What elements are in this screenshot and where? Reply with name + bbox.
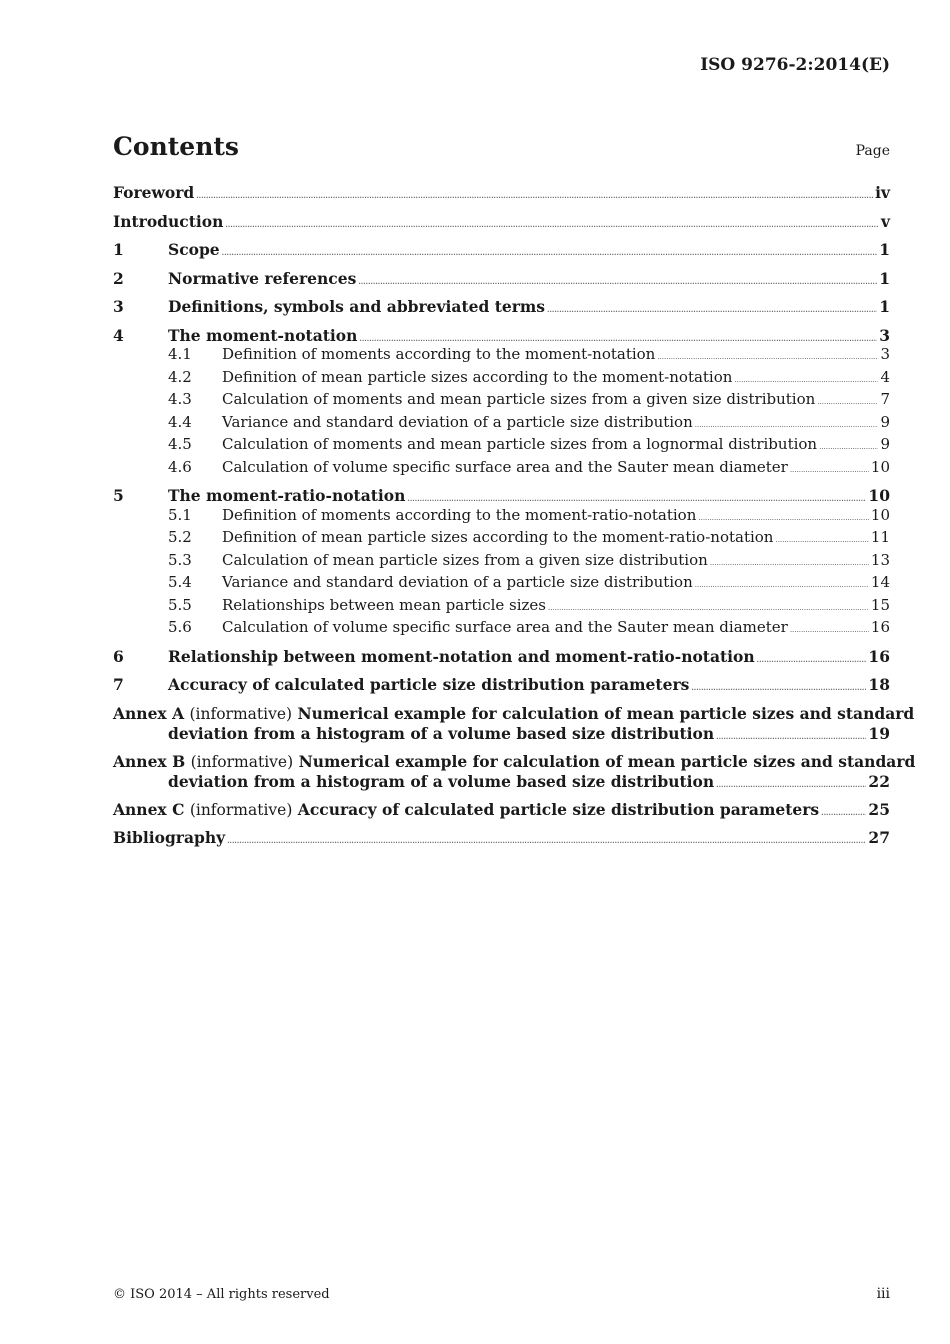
toc-entry-page: 18 xyxy=(868,675,890,694)
toc-entry-page: 3 xyxy=(880,345,890,363)
dot-leader xyxy=(222,243,878,263)
toc-entry-label: Introduction xyxy=(113,211,224,231)
toc-entry-page: 1 xyxy=(879,240,890,259)
toc-entry-number: 1 xyxy=(113,240,124,259)
document-id: ISO 9276-2:2014(E) xyxy=(700,55,890,75)
toc-entry-number: 3 xyxy=(113,297,124,316)
toc-entry-number: 5.3 xyxy=(168,550,192,569)
table-of-contents xyxy=(113,183,916,851)
footer-copyright: © ISO 2014 – All rights reserved xyxy=(113,1287,330,1302)
dot-leader xyxy=(734,371,878,391)
toc-entry-section-4-4[interactable] xyxy=(113,413,890,436)
annex-title-continuation xyxy=(113,724,890,747)
toc-entry-label: Relationships between mean particle sizes xyxy=(222,595,547,614)
dot-leader xyxy=(225,215,879,235)
toc-entry-page: 10 xyxy=(868,486,890,505)
toc-entry-introduction[interactable] xyxy=(113,212,890,241)
toc-entry-page: 19 xyxy=(868,724,890,743)
toc-entry-label: Bibliography xyxy=(113,828,226,847)
dot-leader xyxy=(547,300,877,320)
toc-entry-page: 9 xyxy=(880,412,890,431)
toc-entry-page: 22 xyxy=(868,772,890,791)
toc-entry-section-5-6[interactable] xyxy=(113,618,890,647)
toc-entry-label: Definition of mean particle sizes according to the moment-notation xyxy=(222,367,733,386)
dot-leader xyxy=(821,803,866,823)
toc-entry-label: Definition of moments according to the moment-notation xyxy=(222,345,656,363)
toc-entry-page: 7 xyxy=(880,390,890,408)
toc-title: Contents xyxy=(113,132,240,161)
toc-entry-page: 25 xyxy=(868,799,890,819)
toc-entry-page: 13 xyxy=(870,550,890,569)
toc-entry-label: Definition of moments according to the moment-ratio-notation xyxy=(222,505,697,524)
dot-leader xyxy=(775,531,868,551)
toc-entry-number: 4.4 xyxy=(168,412,192,431)
toc-entry-label xyxy=(113,800,819,821)
dot-leader xyxy=(819,438,878,458)
toc-entry-section-1[interactable] xyxy=(113,240,890,269)
toc-entry-annex-b[interactable] xyxy=(113,751,916,800)
toc-entry-page: iv xyxy=(875,183,890,202)
toc-entry-page: 4 xyxy=(880,367,890,386)
dot-leader xyxy=(358,272,877,292)
toc-header xyxy=(113,132,890,164)
toc-entry-section-3[interactable] xyxy=(113,297,890,326)
toc-entry-number: 4 xyxy=(113,325,124,345)
toc-entry-label: The moment-ratio-notation xyxy=(168,486,406,505)
annex-prefix: Annex B xyxy=(113,751,186,771)
toc-entry-label: Definitions, symbols and abbreviated terms xyxy=(168,297,546,316)
dot-leader xyxy=(790,621,869,641)
toc-entry-section-4-3[interactable] xyxy=(113,390,890,413)
dot-leader xyxy=(196,186,873,206)
toc-entry-number: 5.2 xyxy=(168,528,192,546)
toc-entry-label: Normative references xyxy=(168,268,357,288)
toc-entry-section-5-5[interactable] xyxy=(113,596,890,619)
toc-entry-label: Definition of mean particle sizes according to the moment-ratio-notation xyxy=(222,528,774,546)
toc-entry-page: 10 xyxy=(870,457,890,476)
toc-entry-section-5-4[interactable] xyxy=(113,573,890,596)
toc-entry-page: 1 xyxy=(879,297,890,316)
toc-entry-label: Calculation of volume specific surface area and the Sauter mean diameter xyxy=(222,618,788,636)
toc-entry-annex-a[interactable] xyxy=(113,703,915,752)
toc-entry-page: v xyxy=(880,211,890,231)
toc-entry-label: The moment-notation xyxy=(168,325,358,345)
annex-title: Numerical example for calculation of mean particle sizes and standard xyxy=(297,703,915,723)
toc-entry-label: Calculation of moments and mean particle sizes from a given size distribution xyxy=(222,390,816,408)
toc-entry-number: 4.2 xyxy=(168,367,192,386)
toc-entry-page: 15 xyxy=(870,595,890,614)
toc-entry-number: 4.1 xyxy=(168,345,192,363)
toc-entry-section-5-1[interactable] xyxy=(113,506,890,529)
dot-leader xyxy=(698,509,869,529)
annex-prefix: Annex C xyxy=(113,799,185,819)
dot-leader xyxy=(757,650,867,670)
toc-entry-number: 2 xyxy=(113,268,124,288)
toc-entry-page: 27 xyxy=(868,828,890,847)
toc-entry-section-4-1[interactable] xyxy=(113,345,890,368)
toc-entry-label: deviation from a histogram of a volume based size distribution xyxy=(168,772,715,791)
toc-entry-label: Relationship between moment-notation and moment-ratio-notation xyxy=(168,646,755,666)
toc-entry-label: deviation from a histogram of a volume based size distribution xyxy=(168,724,715,743)
toc-entry-section-7[interactable] xyxy=(113,675,890,704)
toc-entry-number: 4.5 xyxy=(168,435,192,453)
toc-entry-annex-c[interactable] xyxy=(113,800,890,829)
annex-qualifier: (informative) xyxy=(189,800,293,819)
toc-entry-section-4-6[interactable] xyxy=(113,458,890,487)
toc-entry-page: 16 xyxy=(868,646,890,666)
toc-entry-page: 16 xyxy=(870,618,890,636)
toc-entry-number: 5.1 xyxy=(168,505,192,524)
toc-entry-section-5-3[interactable] xyxy=(113,551,890,574)
footer-page-number: iii xyxy=(876,1286,890,1302)
toc-entry-label: Variance and standard deviation of a particle size distribution xyxy=(222,573,693,591)
toc-entry-section-4[interactable] xyxy=(113,326,890,346)
annex-prefix: Annex A xyxy=(113,703,185,723)
toc-entry-number: 4.6 xyxy=(168,457,192,476)
toc-entry-section-4-5[interactable] xyxy=(113,435,890,458)
toc-entry-page: 10 xyxy=(870,505,890,524)
dot-leader xyxy=(695,416,879,436)
toc-entry-number: 5.4 xyxy=(168,573,192,591)
annex-title-continuation xyxy=(113,772,890,795)
toc-entry-number: 7 xyxy=(113,675,124,694)
dot-leader xyxy=(790,461,869,481)
toc-entry-page: 3 xyxy=(879,325,890,345)
toc-entry-label: Scope xyxy=(168,240,220,259)
toc-entry-section-2[interactable] xyxy=(113,269,890,298)
dot-leader xyxy=(548,599,869,619)
toc-entry-foreword[interactable] xyxy=(113,183,890,212)
dot-leader xyxy=(716,727,866,747)
toc-entry-section-4-2[interactable] xyxy=(113,368,890,391)
toc-entry-label: Accuracy of calculated particle size distribution parameters xyxy=(168,675,690,694)
toc-entry-number: 5.5 xyxy=(168,595,192,614)
annex-title: Numerical example for calculation of mean particle sizes and standard xyxy=(298,751,916,771)
dot-leader xyxy=(227,831,866,851)
toc-entry-section-5-2[interactable] xyxy=(113,528,890,551)
toc-entry-label: Calculation of volume specific surface area and the Sauter mean diameter xyxy=(222,457,788,476)
toc-entry-page: 11 xyxy=(870,528,890,546)
toc-entry-number: 6 xyxy=(113,646,124,666)
annex-qualifier: (informative) xyxy=(189,704,293,723)
toc-entry-number: 5 xyxy=(113,486,124,505)
toc-entry-section-5[interactable] xyxy=(113,486,890,506)
annex-title: Accuracy of calculated particle size distribution parameters xyxy=(297,799,820,819)
toc-entry-label: Variance and standard deviation of a particle size distribution xyxy=(222,412,693,431)
toc-entry-section-6[interactable] xyxy=(113,647,890,676)
toc-entry-number: 4.3 xyxy=(168,390,192,408)
toc-entry-page: 1 xyxy=(879,268,890,288)
dot-leader xyxy=(657,348,878,368)
toc-entry-number: 5.6 xyxy=(168,618,192,636)
toc-entry-label: Calculation of mean particle sizes from a given size distribution xyxy=(222,550,708,569)
annex-qualifier: (informative) xyxy=(190,752,294,771)
dot-leader xyxy=(695,576,869,596)
page-column-label: Page xyxy=(855,143,890,159)
dot-leader xyxy=(817,393,878,413)
toc-entry-page: 14 xyxy=(870,573,890,591)
toc-entry-bibliography[interactable] xyxy=(113,828,890,851)
annex-title-line xyxy=(113,751,916,773)
dot-leader xyxy=(710,554,869,574)
toc-entry-page: 9 xyxy=(880,435,890,453)
dot-leader xyxy=(716,775,866,795)
toc-entry-label: Calculation of moments and mean particle sizes from a lognormal distribution xyxy=(222,435,818,453)
toc-entry-label: Foreword xyxy=(113,183,195,202)
annex-title-line xyxy=(113,703,915,725)
dot-leader xyxy=(691,678,866,698)
